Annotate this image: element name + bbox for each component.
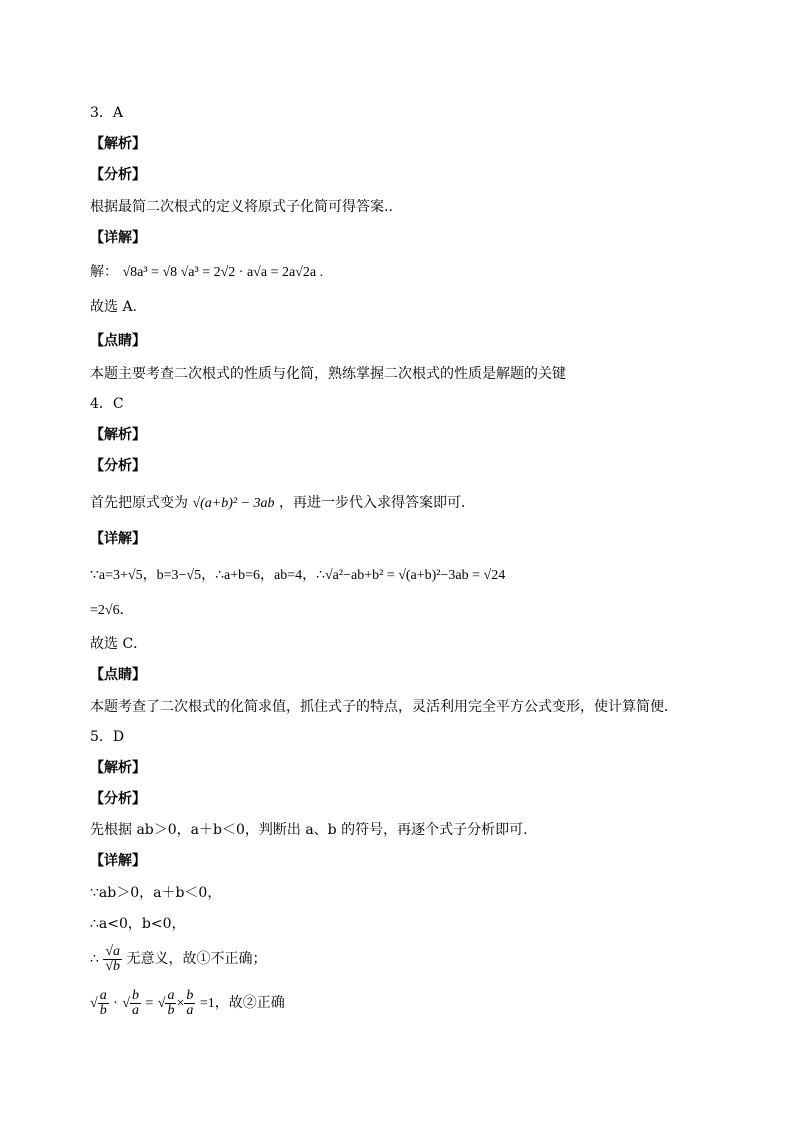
radical-sign: √ [122,996,130,1011]
q4-fenxi-heading: 【分析】 [90,458,146,474]
equals-sign: = [145,996,154,1011]
q3-dianjing-heading: 【点睛】 [90,333,146,349]
q4-jiexi-heading: 【解析】 [90,427,146,443]
q3-fenxi-text: 根据最简二次根式的定义将原式子化简可得答案.. [90,199,393,215]
q3-fenxi-heading: 【分析】 [90,167,146,183]
q3-conclusion: 故选 A. [90,299,138,315]
q4-fenxi-math: √(a+b)² − 3ab [192,496,275,511]
dot-operator: · [113,996,118,1011]
q4-detail-line-1: ∵a=3+√5，b=3−√5，∴a+b=6，ab=4，∴√a²−ab+b² = √(a+b)²−3ab = √24 [90,568,506,583]
q5-detail-line-2: ∴a<0，b<0， [90,916,186,932]
q3-solution-prefix: 解： [90,264,118,280]
radical-sign: √ [157,996,166,1011]
q3-dianjing-text: 本题主要考查二次根式的性质与化简，熟练掌握二次根式的性质是解题的关键 [90,366,566,382]
fraction-b-over-a-2: $\frac{b}{a}$ [186,987,194,1018]
q5-detail-line-4 [90,983,285,1024]
q5-line3-text: 无意义，故①不正确； [126,951,267,967]
q4-conclusion: 故选 C． [90,636,148,652]
q3-jiexi-heading: 【解析】 [90,136,146,152]
fraction-b-over-a: $\frac{b}{a}$ [131,987,139,1018]
q3-answer: 3．A [90,105,124,121]
q5-line4-text: ，故②正确 [214,995,285,1011]
q4-answer: 4．C [90,396,124,412]
denominator-sqrt-b: √b [105,958,121,974]
q4-fenxi-line [90,493,475,514]
q4-detail-line-2: =2√6． [90,603,134,618]
q4-fenxi-text-1: 首先把原式变为 [90,495,188,511]
fraction-a-over-b-2: $\frac{a}{b}$ [167,987,175,1018]
q5-detail-line-1: ∵ab＞0，a＋b＜0， [90,885,222,901]
q3-xiangjie-heading: 【详解】 [90,230,146,246]
q5-xiangjie-heading: 【详解】 [90,853,146,869]
q4-xiangjie-heading: 【详解】 [90,531,146,547]
q5-fenxi-heading: 【分析】 [90,791,146,807]
fraction-sqrt-a-over-sqrt-b [103,945,122,974]
times-sign: × [176,996,185,1011]
q3-solution-math: √8a³ = √8 √a³ = 2√2 · a√a = 2a√2a . [122,265,324,280]
q5-detail-line-3 [90,942,267,976]
therefore-symbol: ∴ [90,951,99,967]
q5-fenxi-text: 先根据 ab＞0，a＋b＜0，判断出 a、b 的符号，再逐个式子分析即可. [90,822,528,838]
q4-fenxi-text-2: ，再进一步代入求得答案即可． [279,495,476,511]
q5-answer: 5．D [90,729,125,745]
fraction-a-over-b: $\frac{a}{b}$ [99,987,107,1018]
radical-sign: √ [90,996,98,1011]
q4-dianjing-text: 本题考查了二次根式的化简求值，抓住式子的特点，灵活利用完全平方公式变形，使计算简便． [90,699,678,715]
numerator-sqrt-a: √a [105,943,121,959]
q3-solution [90,262,323,283]
equals-one: =1 [199,996,215,1011]
q4-dianjing-heading: 【点睛】 [90,667,146,683]
q5-jiexi-heading: 【解析】 [90,760,146,776]
